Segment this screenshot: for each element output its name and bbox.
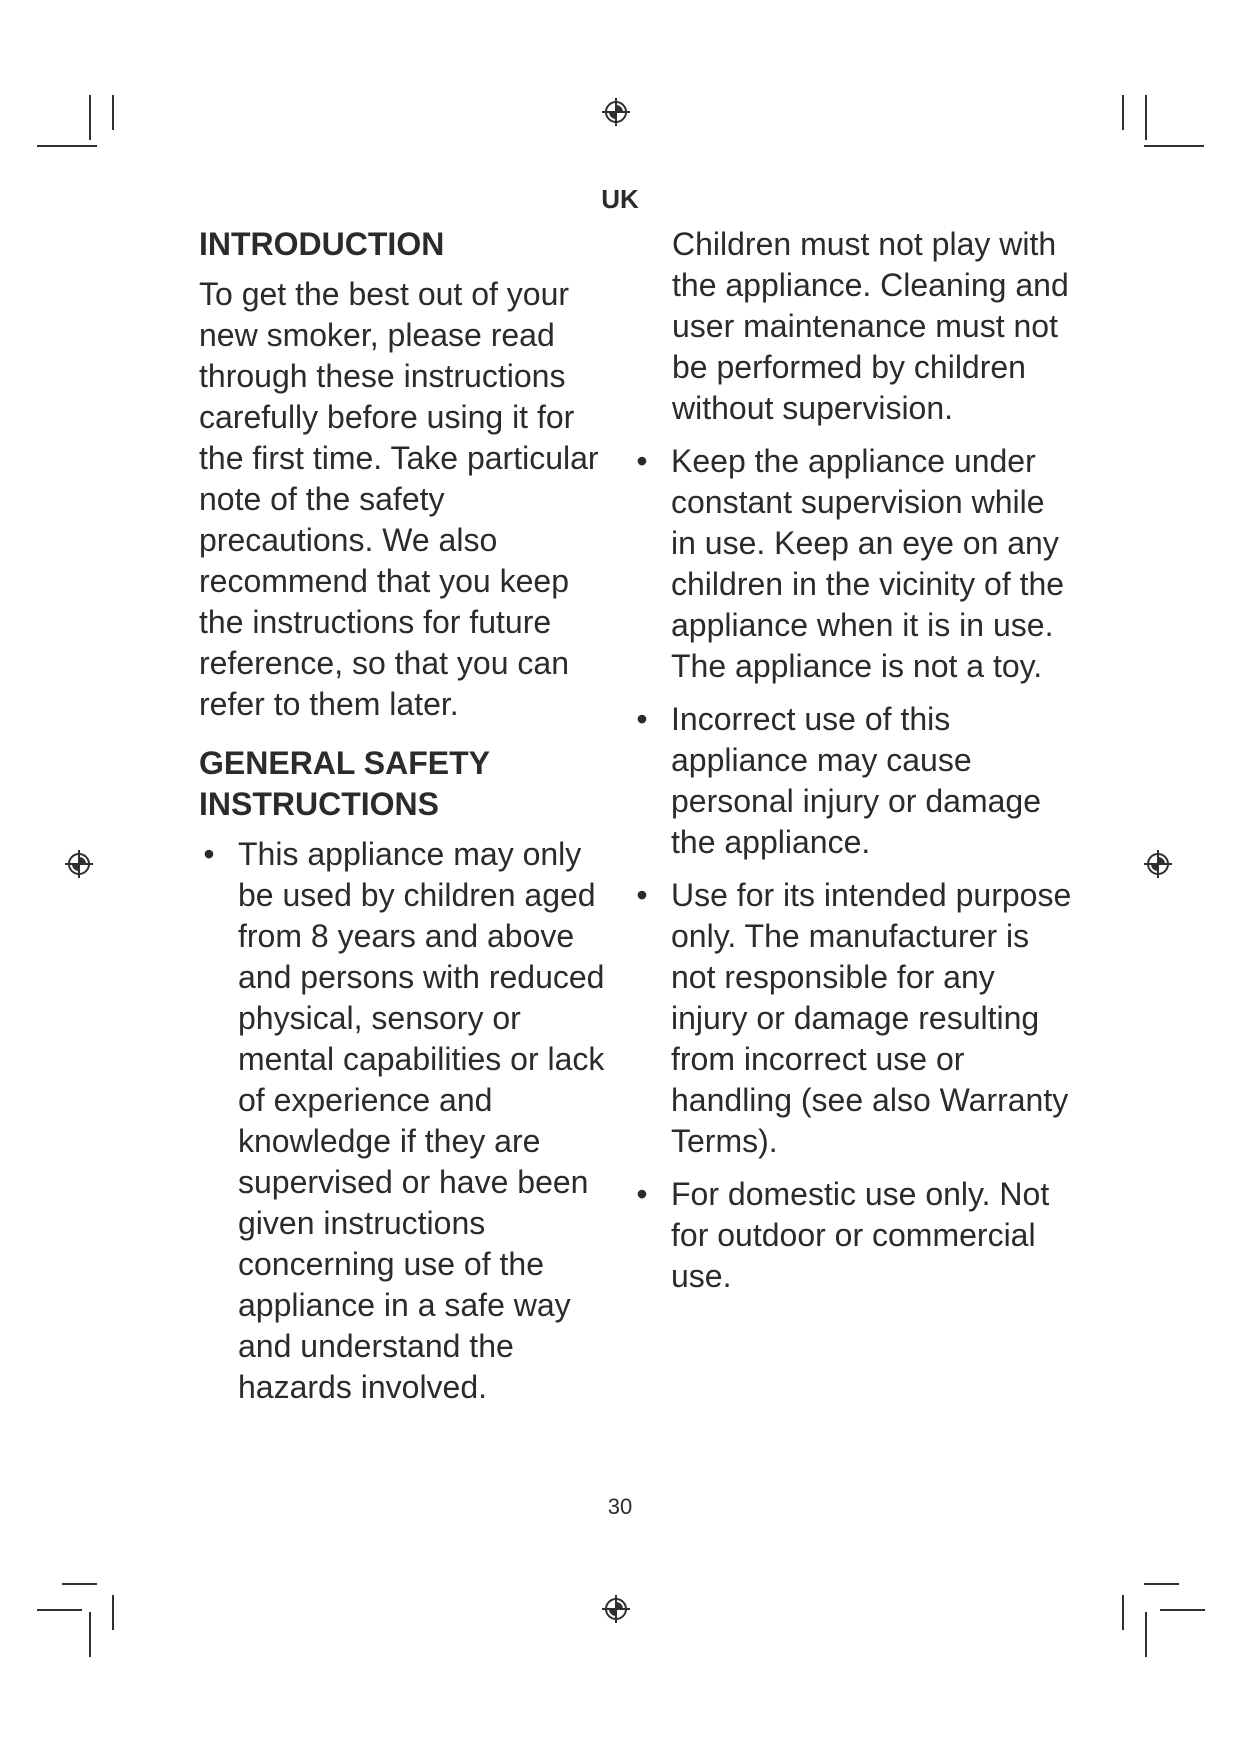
bullet-mark: • (203, 836, 215, 872)
crop-mark (37, 1609, 82, 1611)
registration-mark-icon (1143, 849, 1173, 879)
crop-mark (112, 1595, 114, 1630)
crop-mark (37, 145, 97, 147)
left-column (199, 224, 619, 1408)
list-item-text: For domestic use only. Not for outdoor or commercial use. (671, 1176, 1050, 1294)
list-item-text: This appliance may only be used by children aged from 8 years and above and persons with reduced physical, sensory or mental capabilities or lack of experience and knowledge if they are supervised or have been given instructions concerning use of the appliance in a safe way and understand the hazards involved. (238, 836, 605, 1405)
list-item-text: Keep the appliance under constant supervision while in use. Keep an eye on any children in the vicinity of the appliance when it is in use. The appliance is not a toy. (671, 443, 1065, 684)
bullet-mark: • (636, 1176, 648, 1212)
list-item (632, 875, 1072, 1162)
registration-mark-icon (64, 849, 94, 879)
bullet-mark: • (636, 877, 648, 913)
bullet-mark: • (636, 701, 648, 737)
crop-mark (89, 95, 91, 140)
crop-mark (1145, 95, 1147, 140)
bullet-mark: • (636, 443, 648, 479)
list-item (632, 699, 1072, 863)
introduction-text: To get the best out of your new smoker, please read through these instructions carefully before using it for the first time. Take particular note of the safety precautions. We also recommend that you keep the instructions for future reference, so that you can refer to them later. (199, 276, 599, 722)
crop-mark (89, 1612, 91, 1657)
list-item (632, 1174, 1072, 1297)
crop-mark (1144, 1583, 1179, 1585)
crop-mark (62, 1583, 97, 1585)
list-item (199, 834, 619, 1408)
list-item-text: Use for its intended purpose only. The manufacturer is not responsible for any injury or damage resulting from incorrect use or handling (see also Warranty Terms). (671, 877, 1072, 1159)
crop-mark (1160, 1609, 1205, 1611)
crop-mark (112, 95, 114, 130)
crop-mark (1122, 1595, 1124, 1630)
list-item-continuation: Children must not play with the appliance. Cleaning and user maintenance must not be performed by children without supervision. (672, 226, 1069, 426)
safety-heading-line2: INSTRUCTIONS (199, 786, 439, 822)
list-item (632, 441, 1072, 687)
list-item-text: Incorrect use of this appliance may cause personal injury or damage the appliance. (671, 701, 1041, 860)
introduction-heading: INTRODUCTION (199, 226, 445, 262)
safety-heading-line1: GENERAL SAFETY (199, 745, 490, 781)
crop-mark (1145, 1612, 1147, 1657)
page-number: 30 (607, 1494, 633, 1519)
crop-mark (1122, 95, 1124, 130)
safety-heading (199, 743, 619, 825)
right-column (632, 224, 1072, 1297)
registration-mark-icon (601, 1594, 631, 1624)
language-label: UK (601, 184, 639, 214)
registration-mark-icon (601, 97, 631, 127)
crop-mark (1144, 145, 1204, 147)
